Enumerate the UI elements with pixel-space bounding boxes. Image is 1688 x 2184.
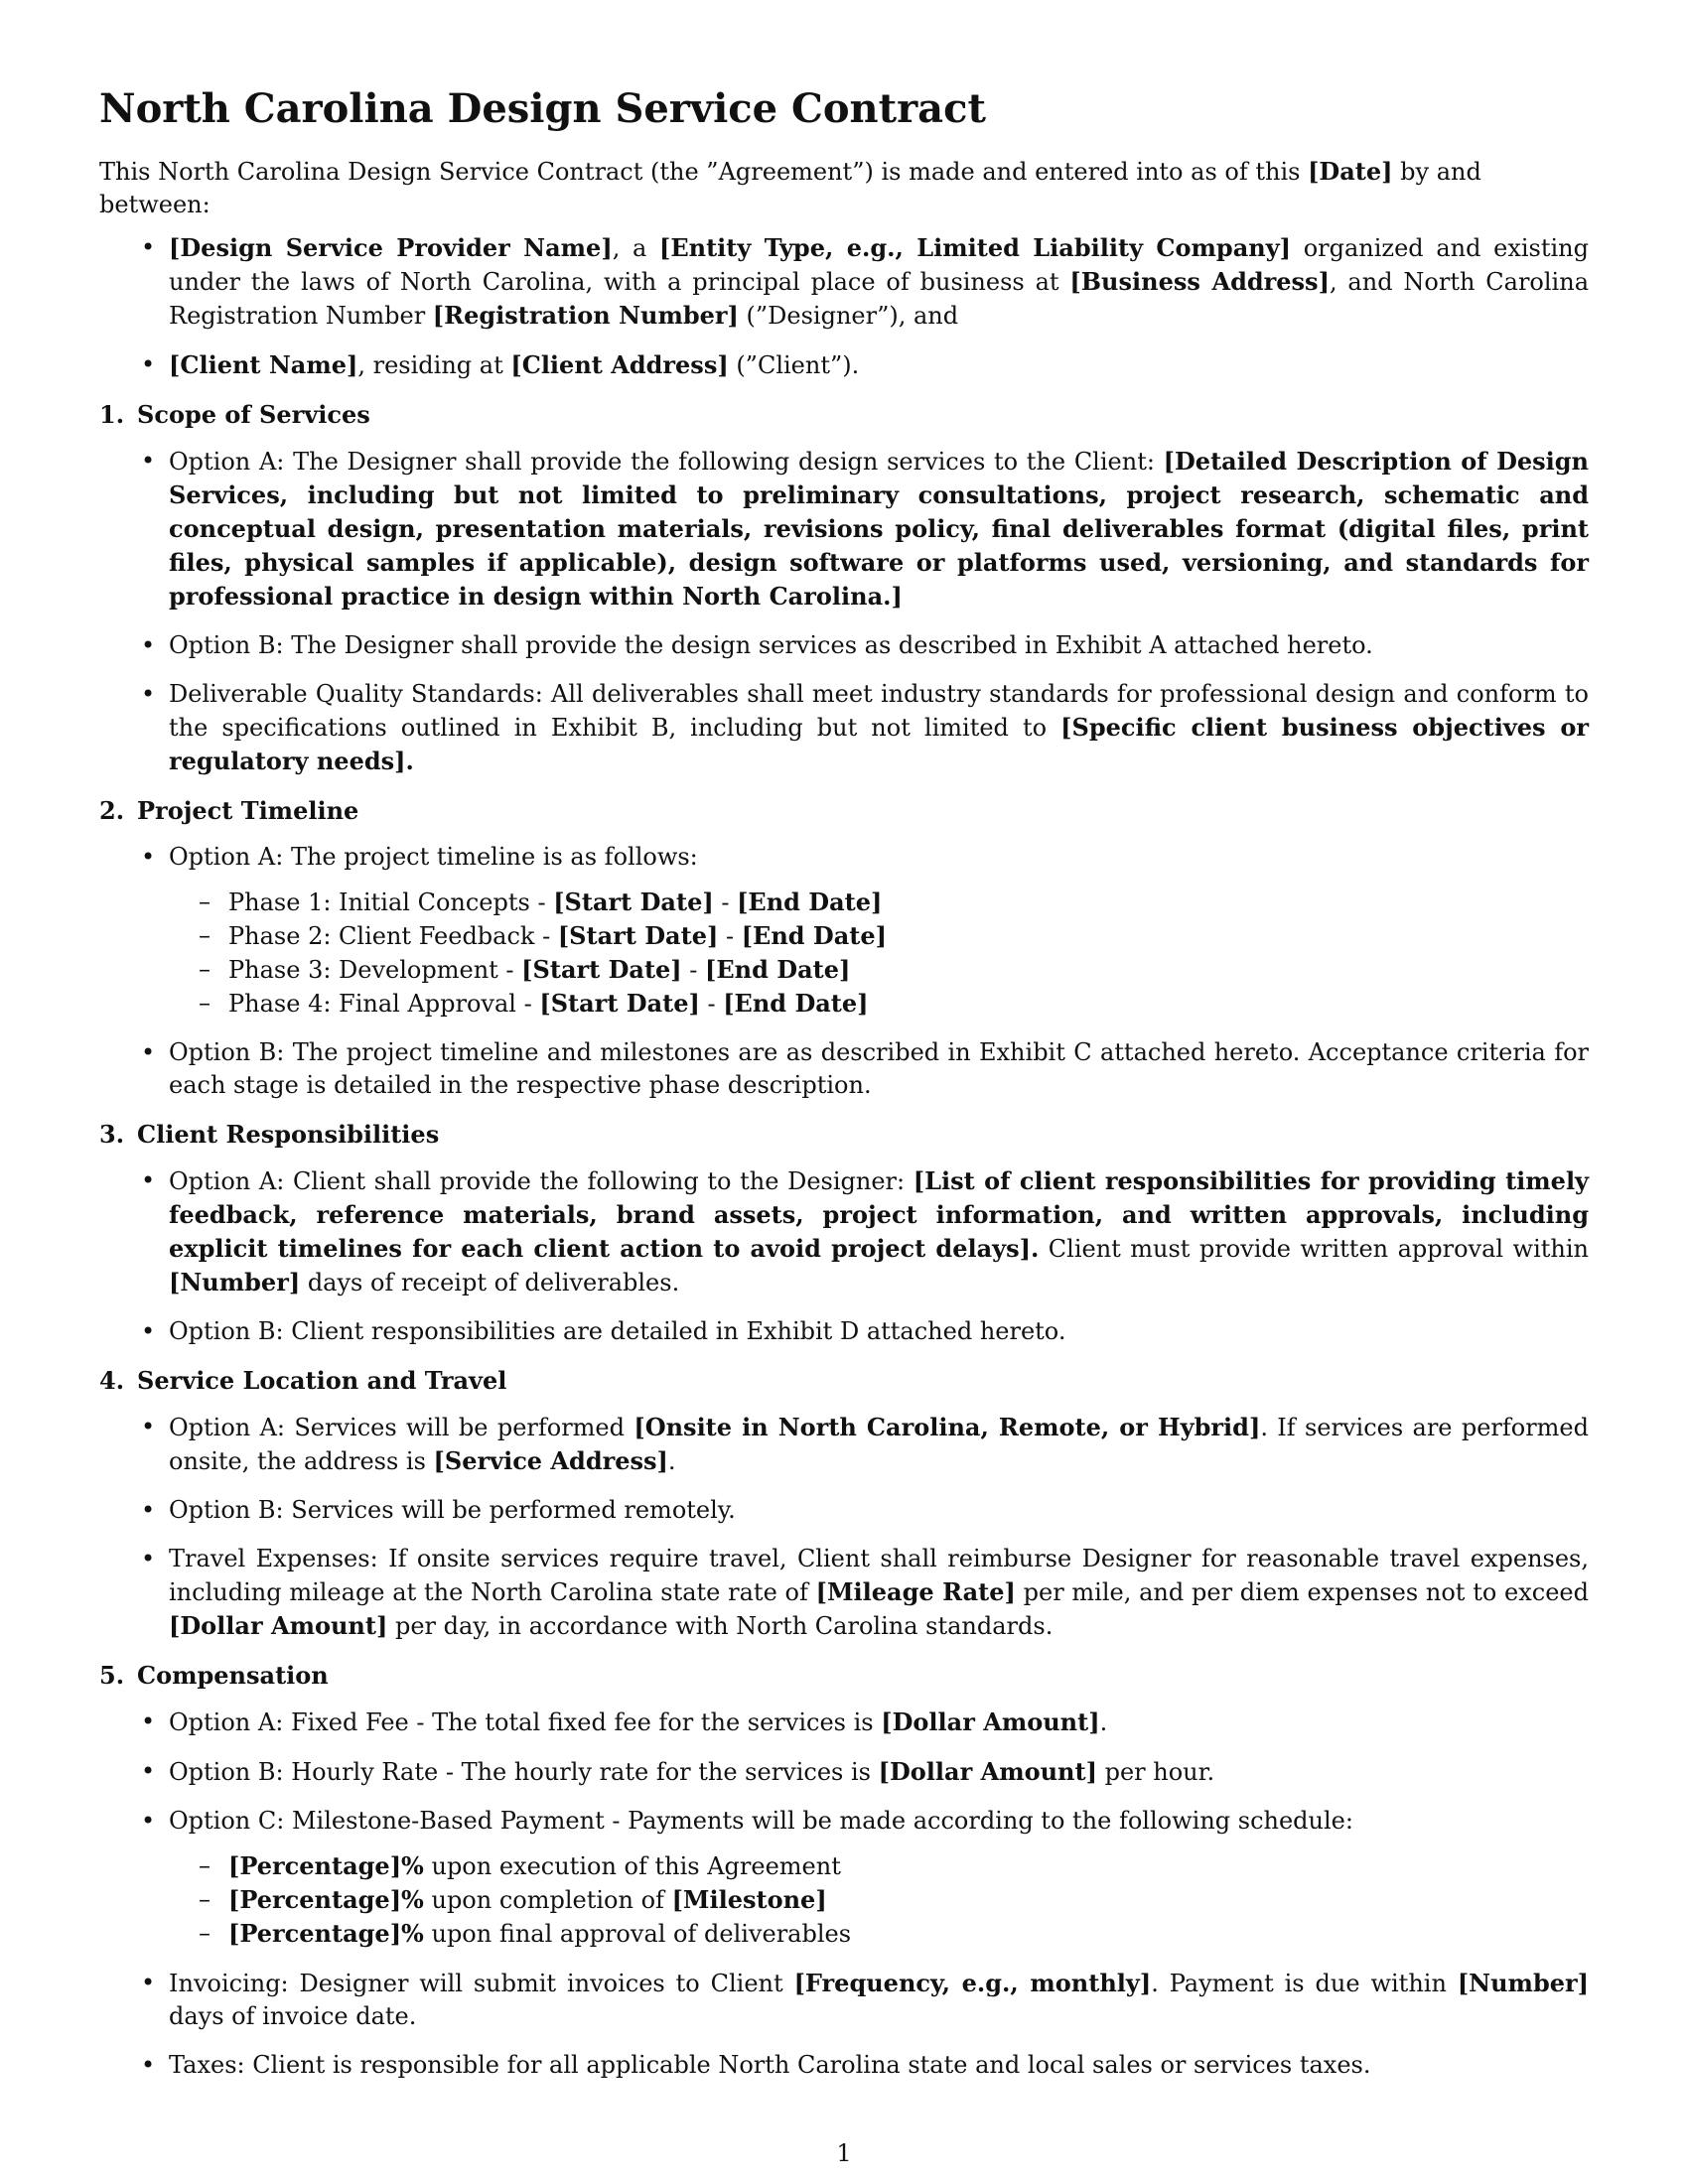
placeholder-field: [End Date] [737,887,883,916]
placeholder-field: [Onsite in North Carolina, Remote, or Hybrid] [633,1413,1261,1441]
clause-item [99,1164,1589,1299]
placeholder-field: [Percentage]% [228,1851,424,1880]
text-run: This North Carolina Design Service Contract (the ”Agreement”) is made and entered into as of this [99,158,1309,186]
text-run: Option A: The Designer shall provide the following design services to the Client: [169,448,1164,476]
section-number: 4. [99,1366,125,1395]
placeholder-field: [Dollar Amount] [881,1707,1100,1736]
placeholder-field: [Start Date] [521,955,682,984]
text-run: , a [612,234,659,262]
placeholder-field: [List of client responsibilities for providing timely feedback, reference materials, brand assets, project information, and written approvals, including explicit timelines for each client action to avoid project delays]. [169,1166,1590,1263]
text-run: - [713,888,738,916]
text-run: , and North Carolina Registration Number [169,268,1590,330]
text-run: Option B: Services will be performed remotely. [169,1496,736,1524]
placeholder-field: [Business Address] [1069,267,1330,296]
text-run: per mile, and per diem expenses not to exceed [1015,1578,1589,1606]
text-run: Option B: Hourly Rate - The hourly rate for the services is [169,1758,879,1786]
section-number: 2. [99,796,125,825]
placeholder-field: [Design Service Provider Name] [169,233,613,262]
text-run: by and between: [99,158,1481,218]
text-run: upon execution of this Agreement [423,1852,841,1880]
clause-item [99,841,1589,1021]
placeholder-field: [Registration Number] [432,301,739,330]
page-number: 1 [836,2139,852,2167]
placeholder-field: [End Date] [723,989,869,1018]
placeholder-field: [Client Name] [169,350,358,379]
party-item [99,231,1589,333]
clause-item [99,1543,1589,1643]
sub-item [169,919,1589,953]
clause-item [99,1805,1589,1951]
placeholder-field: [Detailed Description of Design Services, including but not limited to preliminary consultations, project research, schematic and conceptual design, presentation materials, revisions policy, final deliverables format (digital files, print files, physical samples if applicable), design software or platforms used, versioning, and standards for professional practice in design within North Carolina.] [169,447,1590,611]
placeholder-field: [Percentage]% [228,1919,424,1948]
intro-paragraph [99,155,1589,221]
section-items [99,1411,1589,1643]
text-run: Phase 1: Initial Concepts - [228,888,554,916]
text-run: days of receipt of deliverables. [300,1269,680,1297]
text-run: Option A: Fixed Fee - The total fixed fee for the services is [169,1708,882,1736]
text-run: - [718,922,742,950]
text-run: Travel Expenses: If onsite services require travel, Client shall reimburse Designer for reasonable travel expenses, including mileage at the North Carolina state rate of [169,1545,1589,1606]
text-run: Taxes: Client is responsible for all applicable North Carolina state and local sales or services taxes. [169,2051,1371,2079]
text-run: Invoicing: Designer will submit invoices to Client [169,1970,794,1997]
clause-item [99,629,1589,662]
text-run: . Payment is due within [1151,1970,1458,1997]
text-run: - [699,990,724,1018]
text-run: (”Client”). [728,351,860,379]
text-run: Phase 3: Development - [228,956,522,984]
sub-list [169,1849,1589,1951]
text-run: Phase 2: Client Feedback - [228,922,558,950]
text-run: per hour. [1096,1758,1215,1786]
clause-item [99,1036,1589,1102]
section-heading [99,1118,1589,1151]
section-number: 1. [99,400,125,429]
text-run: . If services are performed onsite, the address is [169,1414,1589,1475]
section-heading [99,794,1589,827]
placeholder-field: [Percentage]% [228,1885,424,1914]
placeholder-field: [Dollar Amount] [878,1757,1097,1786]
placeholder-field: [Date] [1308,157,1393,186]
text-run: Option B: The Designer shall provide the design services as described in Exhibit A attached hereto. [169,631,1373,659]
section-title: Service Location and Travel [137,1366,507,1395]
sub-item [169,987,1589,1021]
clause-item [99,1315,1589,1348]
sub-item [169,1849,1589,1883]
clause-item [99,1755,1589,1789]
text-run: . [667,1447,676,1475]
sub-item [169,953,1589,987]
section-title: Scope of Services [137,400,370,429]
section-number: 5. [99,1661,125,1690]
text-run: Option A: Client shall provide the following to the Designer: [169,1167,914,1195]
section-title: Client Responsibilities [137,1120,440,1149]
placeholder-field: [Frequency, e.g., monthly] [793,1969,1152,1997]
clause-item [99,445,1589,614]
placeholder-field: [Milestone] [671,1885,827,1914]
text-run: . [1099,1708,1108,1736]
section-items [99,1164,1589,1348]
clause-item [99,2049,1589,2082]
text-run: upon completion of [423,1886,672,1914]
clause-item [99,1967,1589,2033]
text-run: Phase 4: Final Approval - [228,990,540,1018]
clause-item [99,1706,1589,1739]
sub-item [169,1883,1589,1917]
text-run: upon final approval of deliverables [423,1920,852,1948]
section-items [99,841,1589,1102]
clause-item [99,1411,1589,1478]
text-run: Option A: The project timeline is as follows: [169,843,698,871]
placeholder-field: [Start Date] [539,989,700,1018]
placeholder-field: [Service Address] [433,1446,668,1475]
placeholder-field: [Number] [169,1268,301,1297]
placeholder-field: [Start Date] [557,921,719,950]
text-run: Option A: Services will be performed [169,1414,634,1441]
document-title: North Carolina Design Service Contract [99,85,986,132]
placeholder-field: [Start Date] [553,887,714,916]
contract-sections [99,398,1589,2082]
text-run: Option B: Client responsibilities are detailed in Exhibit D attached hereto. [169,1317,1066,1345]
text-run: organized and existing under the laws of North Carolina, with a principal place of business at [169,234,1590,296]
section-title: Project Timeline [137,796,359,825]
text-run: , residing at [357,351,511,379]
placeholder-field: [Specific client business objectives or regulatory needs]. [169,713,1589,775]
section-heading [99,1659,1589,1692]
sub-item [169,886,1589,919]
text-run: Option C: Milestone-Based Payment - Payments will be made according to the following schedule: [169,1807,1353,1835]
placeholder-field: [Dollar Amount] [169,1611,388,1640]
text-run: Option B: The project timeline and milestones are as described in Exhibit C attached hereto. Acceptance criteria for each stage is detailed in the respective phase description. [169,1038,1589,1099]
clause-item [99,678,1589,778]
placeholder-field: [End Date] [741,921,887,950]
text-run: per day, in accordance with North Carolina standards. [387,1612,1054,1640]
text-run: - [681,956,706,984]
text-run: Deliverable Quality Standards: All deliverables shall meet industry standards for professional design and conform to the specifications outlined in Exhibit B, including but not limited to [169,680,1589,742]
clause-item [99,1494,1589,1527]
section-heading [99,398,1589,431]
placeholder-field: [Client Address] [510,350,729,379]
sub-item [169,1917,1589,1951]
section-items [99,1706,1589,2082]
text-run: (”Designer”), and [738,302,959,330]
document-page [99,87,1589,2098]
placeholder-field: [Entity Type, e.g., Limited Liability Company] [659,233,1292,262]
text-run: days of invoice date. [169,2002,417,2030]
text-run: Client must provide written approval within [1039,1235,1589,1263]
placeholder-field: [Number] [1457,1969,1589,1997]
party-item [99,348,1589,382]
section-title: Compensation [137,1661,329,1690]
section-items [99,445,1589,778]
placeholder-field: [End Date] [705,955,851,984]
placeholder-field: [Mileage Rate] [815,1577,1016,1606]
parties-list [99,231,1589,382]
section-heading [99,1364,1589,1397]
sub-list [169,886,1589,1021]
section-number: 3. [99,1120,125,1149]
